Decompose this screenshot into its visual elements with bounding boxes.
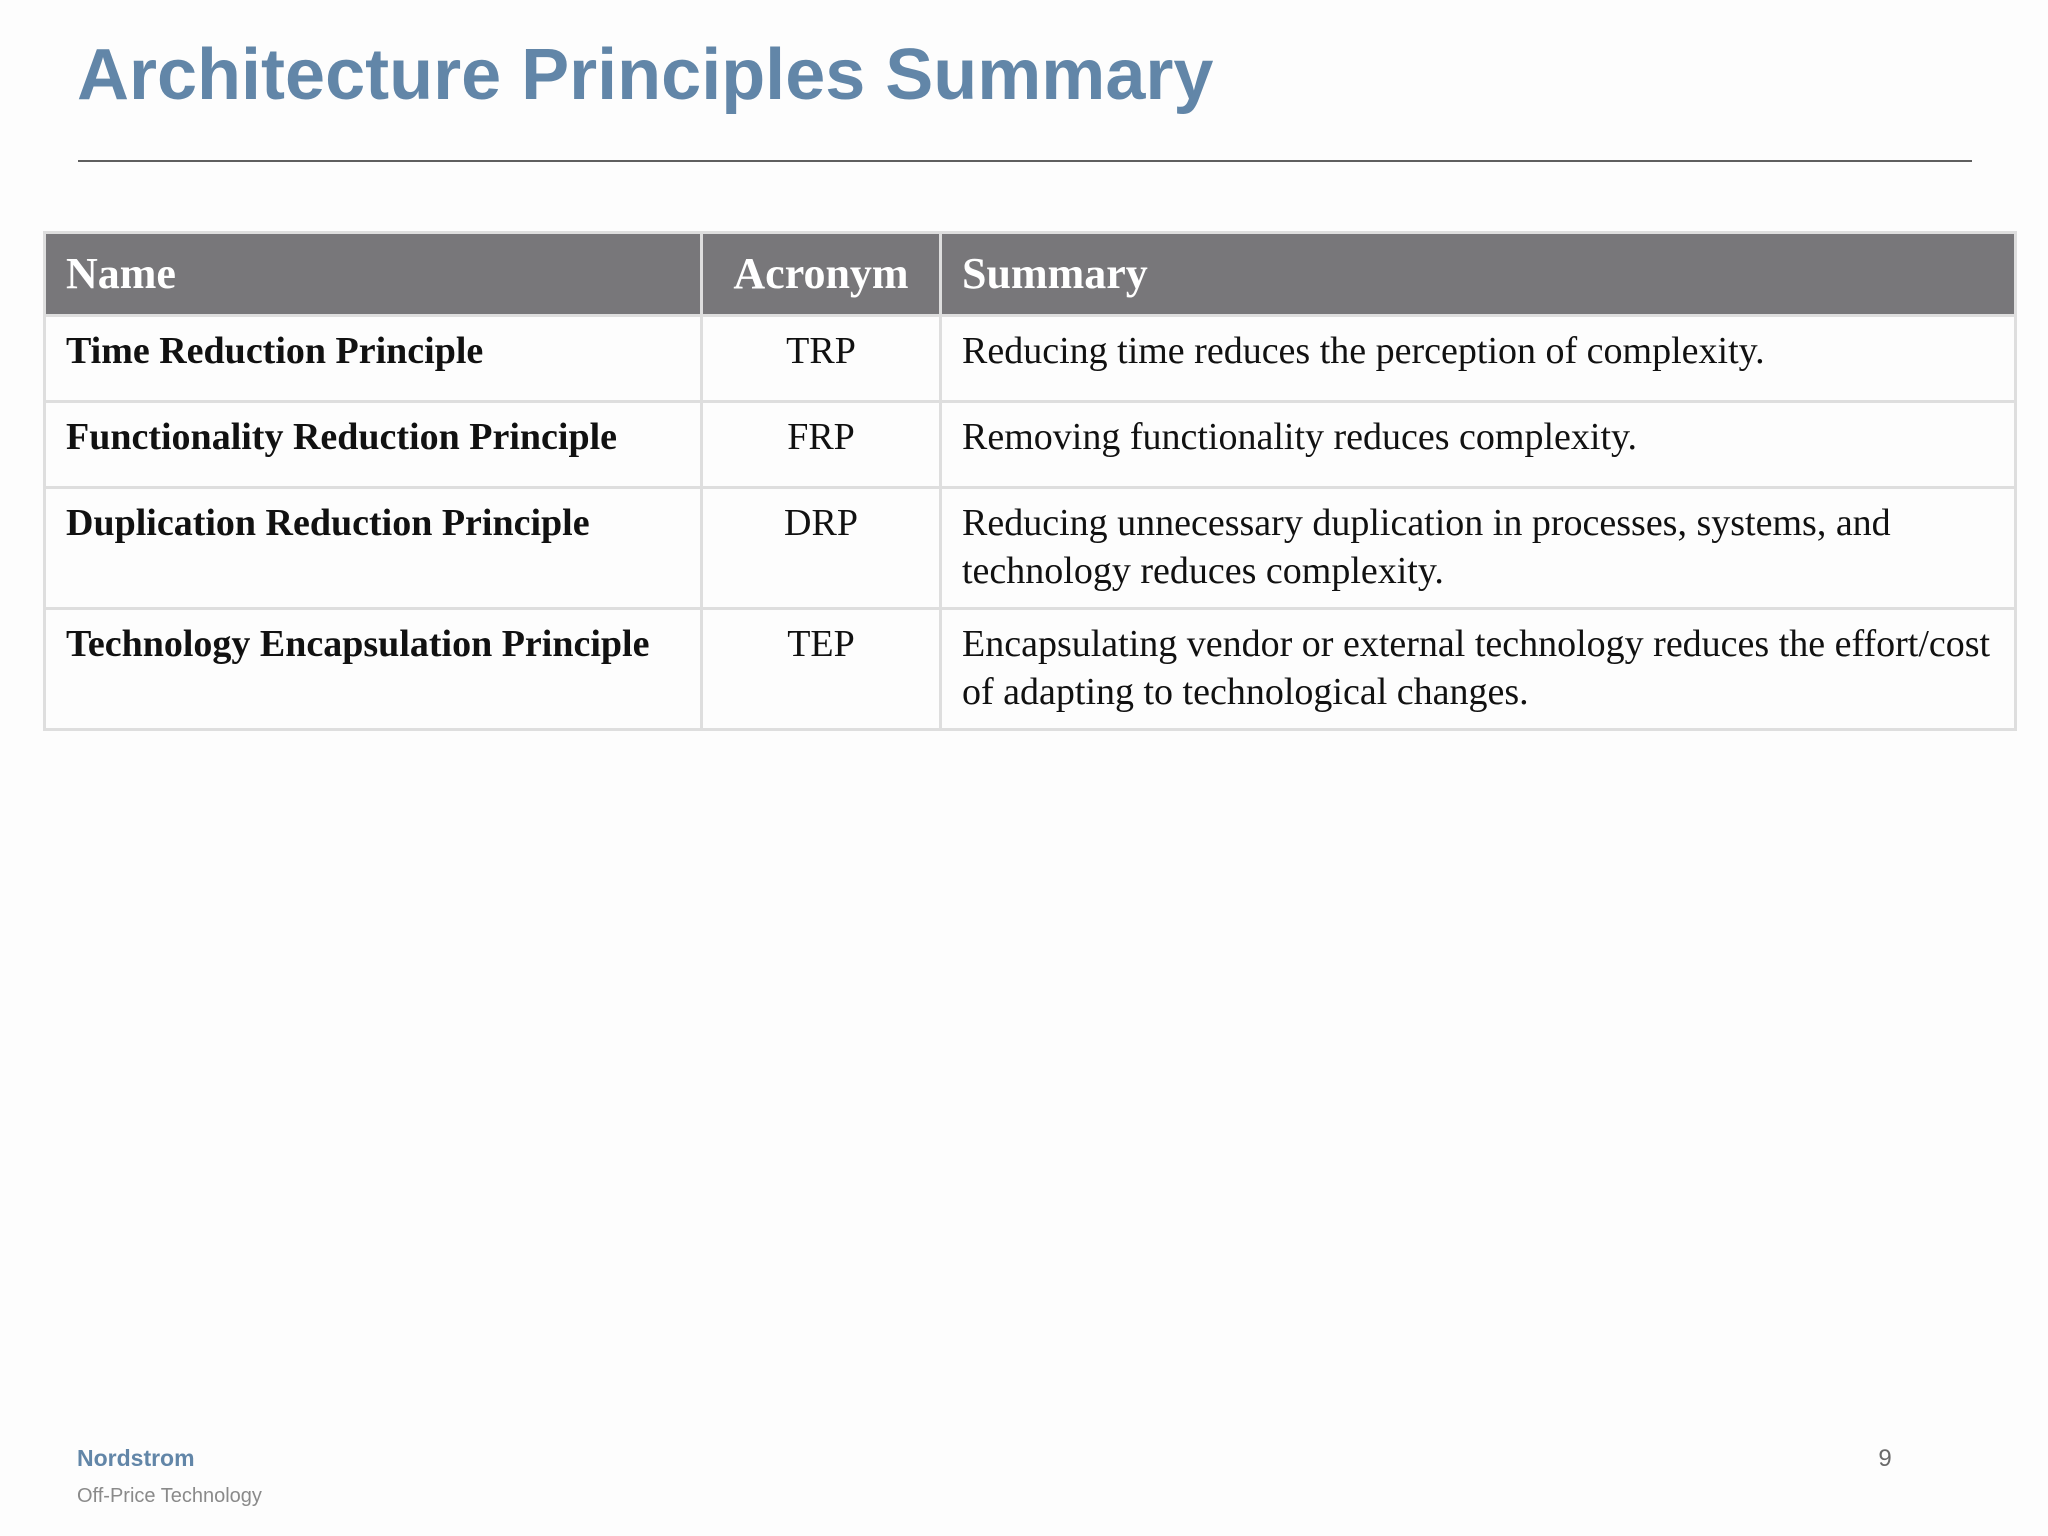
principle-summary: Reducing time reduces the perception of complexity.: [941, 316, 2016, 402]
principle-acronym: TEP: [702, 609, 941, 730]
principle-name: Technology Encapsulation Principle: [45, 609, 702, 730]
principle-name: Time Reduction Principle: [45, 316, 702, 402]
principle-summary: Encapsulating vendor or external technology reduces the effort/cost of adapting to technological changes.: [941, 609, 2016, 730]
table-header-row: [45, 233, 2016, 316]
footer-department: Off-Price Technology: [77, 1485, 262, 1507]
principle-summary: Removing functionality reduces complexity.: [941, 402, 2016, 488]
column-header-acronym: Acronym: [702, 233, 941, 316]
table-row: [45, 402, 2016, 488]
title-divider: [78, 160, 1972, 162]
principle-acronym: TRP: [702, 316, 941, 402]
column-header-summary: Summary: [941, 233, 2016, 316]
table-row: [45, 488, 2016, 609]
principle-name: Functionality Reduction Principle: [45, 402, 702, 488]
column-header-name: Name: [45, 233, 702, 316]
principle-acronym: DRP: [702, 488, 941, 609]
table-row: [45, 609, 2016, 730]
table-row: [45, 316, 2016, 402]
principle-summary: Reducing unnecessary duplication in processes, systems, and technology reduces complexity.: [941, 488, 2016, 609]
page-number: 9: [1878, 1445, 1892, 1472]
slide-title: Architecture Principles Summary: [77, 35, 1214, 115]
principles-table: [43, 231, 2017, 731]
principle-acronym: FRP: [702, 402, 941, 488]
footer-company: Nordstrom: [77, 1445, 195, 1471]
principle-name: Duplication Reduction Principle: [45, 488, 702, 609]
